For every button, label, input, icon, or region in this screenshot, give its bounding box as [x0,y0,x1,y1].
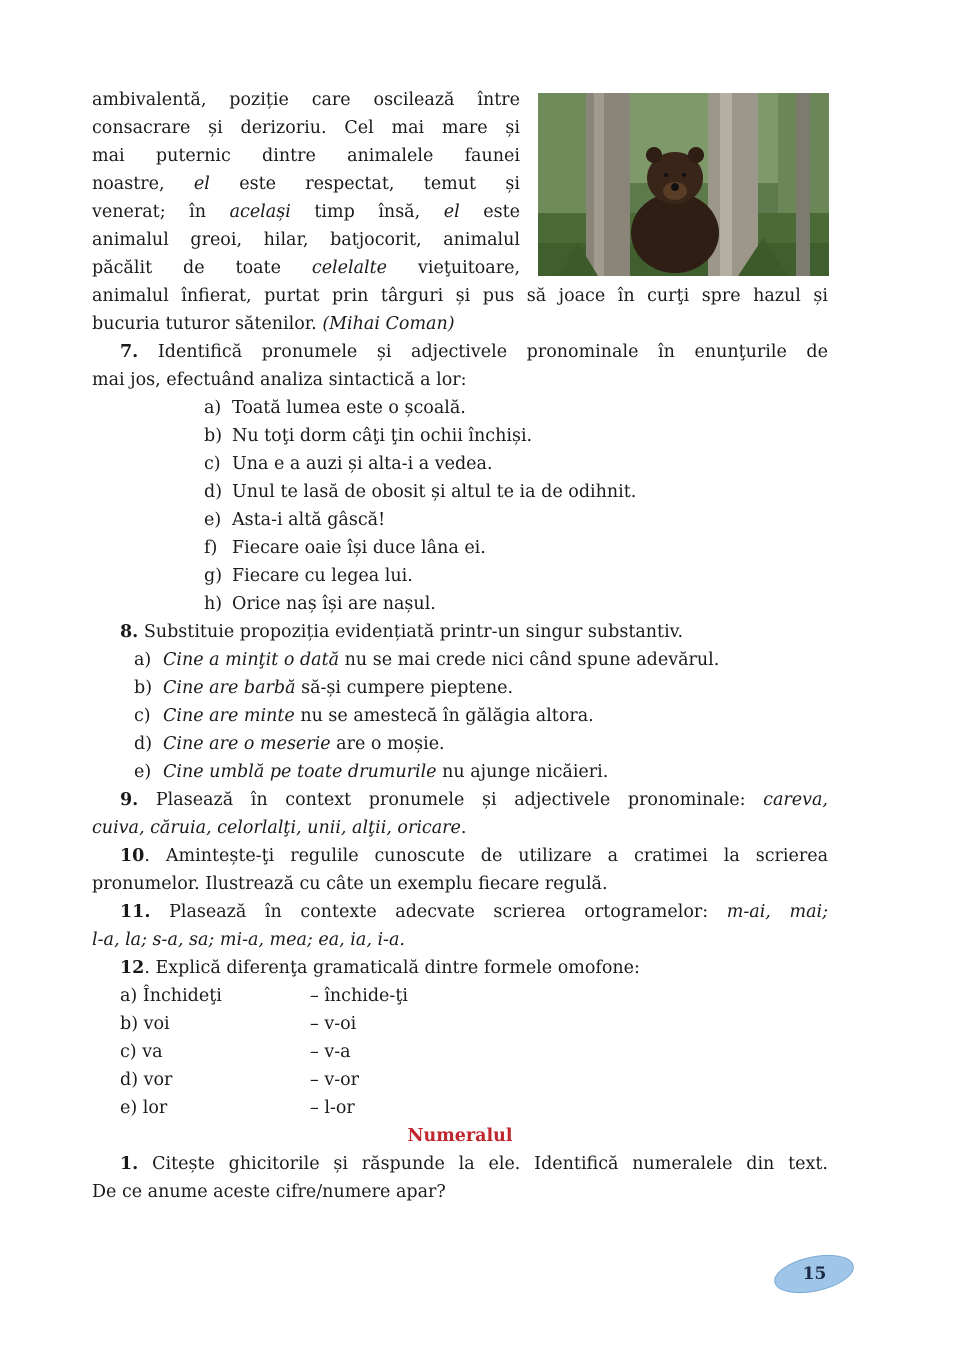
exercise-7-line-1: 7. Identifică pronumele și adjectivele pronominale în enunţurile de [120,342,828,362]
exercise-9-line-2: cuiva, căruia, celorlalţi, unii, alţii, oricare. [92,818,467,838]
list-item: b) Nu toţi dorm câţi ţin ochii închiși. [204,426,533,446]
exercise-7-line-2: mai jos, efectuând analiza sintactică a lor: [92,370,467,390]
exercise-10-line-2: pronumelor. Ilustrează cu câte un exemplu fiecare regulă. [92,874,608,894]
list-item: f) Fiecare oaie își duce lâna ei. [204,538,486,558]
intro-line-9: bucuria tuturor sătenilor. (Mihai Coman) [92,314,455,334]
intro-line-4: noastre, el este respectat, temut și [92,174,520,194]
list-item: d) vor – v-or [120,1070,360,1090]
list-item: c) Cine are minte nu se amestecă în gălăgia altora. [134,706,594,726]
intro-line-1: ambivalentă, poziție care oscilează între [92,90,520,110]
intro-line-5: venerat; în același timp însă, el este [92,202,520,222]
exercise-8-line-1: 8. Substituie propoziția evidențiată printr-un singur substantiv. [120,622,684,642]
exercise-10-line-1: 10. Amintește-ţi regulile cunoscute de utilizare a cratimei la scrierea [120,846,828,866]
list-item: e) Cine umblă pe toate drumurile nu ajunge nicăieri. [134,762,609,782]
intro-line-6: animalul greoi, hilar, batjocorit, animalul [92,230,520,250]
list-item: a) Cine a minţit o dată nu se mai crede nici când spune adevărul. [134,650,720,670]
page-number-badge [773,1253,856,1295]
list-item: b) Cine are barbă să-și cumpere pieptene. [134,678,514,698]
intro-line-8: animalul înfierat, purtat prin târguri și pus să joace în curţi spre hazul și [92,286,828,306]
list-item: b) voi – v-oi [120,1014,357,1034]
intro-line-3: mai puternic dintre animalele faunei [92,146,520,166]
list-item: g) Fiecare cu legea lui. [204,566,413,586]
list-item: d) Cine are o meserie are o moșie. [134,734,445,754]
exercise-11-line-1: 11. Plasează în contexte adecvate scrierea ortogramelor: m-ai, mai; [120,902,828,922]
list-item: d) Unul te lasă de obosit și altul te ia de odihnit. [204,482,637,502]
exercise-1-line-2: De ce anume aceste cifre/numere apar? [92,1182,446,1202]
section-heading: Numeralul [407,1126,513,1146]
list-item: a) Închideţi – închide-ţi [120,986,408,1006]
list-item: e) lor – l-or [120,1098,355,1118]
list-item: a) Toată lumea este o școală. [204,398,466,418]
list-item: c) Una e a auzi și alta-i a vedea. [204,454,493,474]
list-item: c) va – v-a [120,1042,351,1062]
exercise-12-line-1: 12. Explică diferenţa gramaticală dintre formele omofone: [120,958,640,978]
list-item: h) Orice naș își are nașul. [204,594,436,614]
exercise-11-line-2: l-a, la; s-a, sa; mi-a, mea; ea, ia, i-a. [92,930,405,950]
intro-line-2: consacrare și derizoriu. Cel mai mare și [92,118,520,138]
page-number: 15 [802,1264,827,1284]
page-body [92,86,828,1206]
exercise-9-line-1: 9. Plasează în context pronumele și adjectivele pronominale: careva, [120,790,828,810]
exercise-1-line-1: 1. Citește ghicitorile și răspunde la ele. Identifică numeralele din text. [120,1154,828,1174]
list-item: e) Asta-i altă gâscă! [204,510,386,530]
intro-line-7: păcălit de toate celelalte vieţuitoare, [92,258,520,278]
